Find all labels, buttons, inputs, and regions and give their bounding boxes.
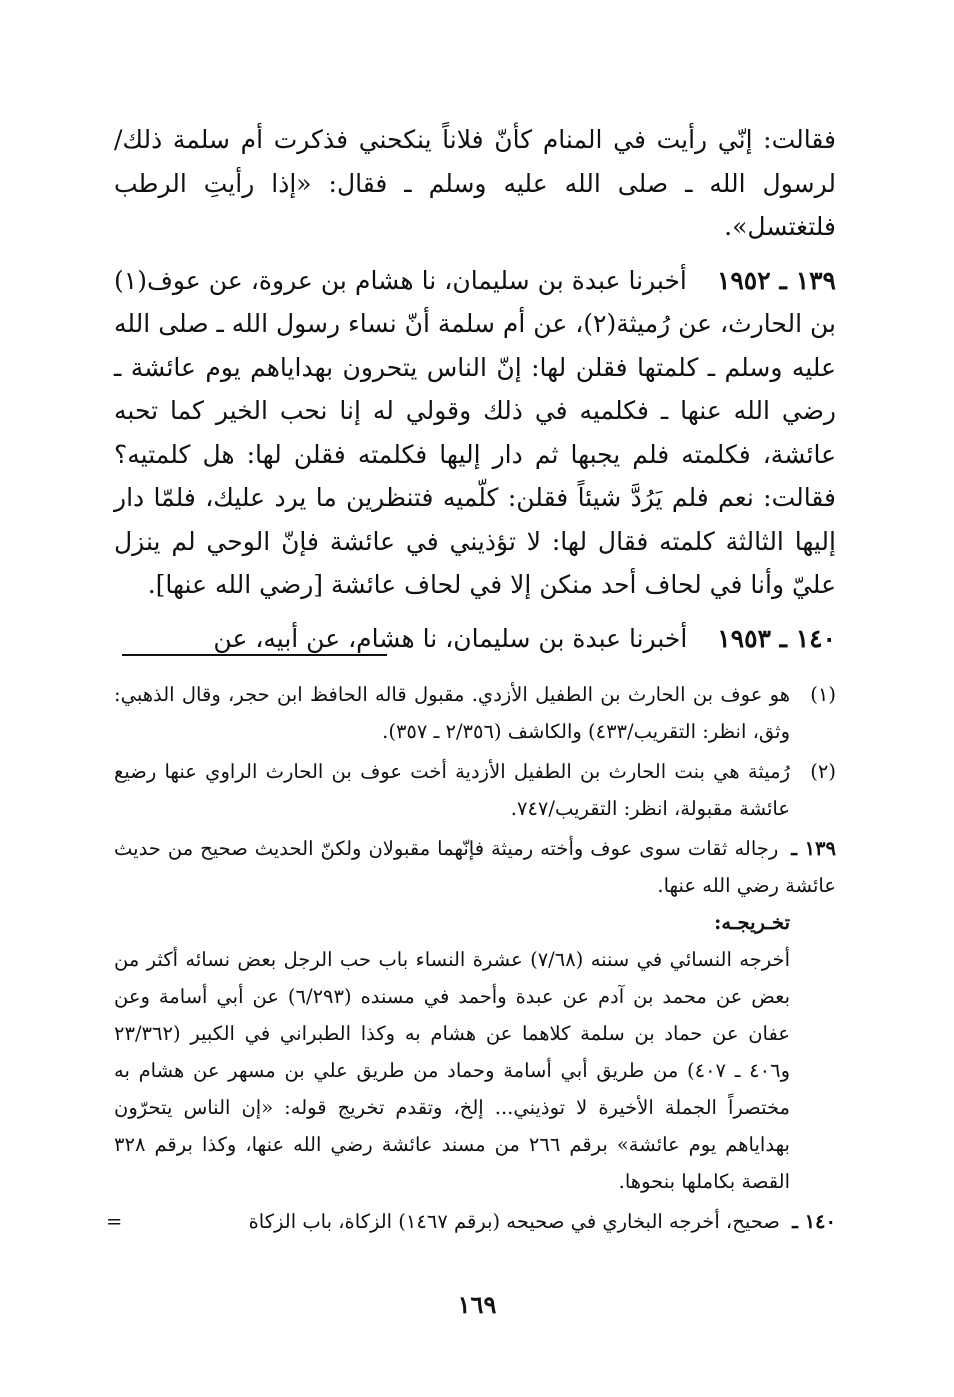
note-140 [106, 1203, 836, 1240]
note-marker: ١٤٠ ـ [792, 1210, 836, 1233]
hadith-number: ١٣٩ ـ ١٩٥٢ [716, 265, 836, 295]
hadith-text: أخبرنا عبدة بن سليمان، نا هشام، عن أبيه، عن [213, 623, 688, 653]
footnote-text: رُميثة هي بنت الحارث بن الطفيل الأزدية أخت عوف بن الحارث الراوي عنها رضيع عائشة مقبولة، انظر: التقريب/٧٤٧. [114, 760, 790, 820]
main-text [114, 118, 836, 670]
footnote-marker: (٢) [810, 760, 836, 783]
footnote-1 [114, 676, 836, 750]
hadith-number: ١٤٠ ـ ١٩٥٣ [717, 623, 836, 653]
note-text: صحيح، أخرجه البخاري في صحيحه (برقم ١٤٦٧) الزكاة، باب الزكاة [248, 1210, 780, 1233]
note-text: رجاله ثقات سوى عوف وأخته رميثة فإنّهما مقبولان ولكنّ الحديث صحيح من حديث عائشة رضي الله عنها. [114, 837, 836, 897]
continuation-paragraph: فقالت: إنّي رأيت في المنام كأنّ فلاناً ينكحني فذكرت أم سلمة ذلك/ لرسول الله ـ صلى الله عليه وسلم ـ فقال: «إذا رأيتِ الرطب فلتغتسل». [114, 125, 836, 241]
page-number: ١٦٩ [457, 1290, 497, 1319]
takhrij-text: أخرجه النسائي في سننه (٧/٦٨) عشرة النساء باب حب الرجل بعض نسائه أكثر من بعض عن محمد بن آدم عن عبدة وأحمد في مسنده (٦/٢٩٣) عن أبي أسامة وعن عفان عن حماد بن سلمة كلاهما عن هشام به وكذا الطبراني في الكبير (٢٣/٣٦٢ و٤٠٦ ـ ٤٠٧) من طريق أبي أسامة وحماد من طريق علي بن مسهر عن هشام به مختصراً الجملة الأخيرة لا توذيني... إلخ، وتقدم تخريج قوله: «إن الناس يتحرّون بهداياهم يوم عائشة» برقم ٢٦٦ من مسند عائشة رضي الله عنها، وكذا برقم ٣٢٨ القصة بكاملها بنحوها. [114, 948, 790, 1193]
note-marker: ١٣٩ ـ [791, 837, 836, 860]
footnote-text: هو عوف بن الحارث بن الطفيل الأزدي. مقبول قاله الحافظ ابن حجر، وقال الذهبي: وثق، انظر: التقريب/٤٣٣) والكاشف (٢/٣٥٦ ـ ٣٥٧). [114, 683, 790, 743]
continuation-mark: = [106, 1210, 123, 1233]
footnote-marker: (١) [810, 683, 836, 706]
hadith-text: أخبرنا عبدة بن سليمان، نا هشام بن عروة، عن عوف(١) بن الحارث، عن رُميثة(٢)، عن أم سلمة أنّ نساء رسول الله ـ صلى الله عليه وسلم ـ كلمتها فقلن لها: إنّ الناس يتحرون بهداياهم يوم عائشة ـ رضي الله عنها ـ فكلميه في ذلك وقولي له إنا نحب الخير كما تحبه عائشة، فكلمته فلم يجبها ثم دار إليها فكلمته فقلن لها: هل كلمتيه؟ فقالت: نعم فلم يَرُدَّ شيئاً فقلن: كلّميه فتنظرين ما يرد عليك، فلمّا دار إليها الثالثة كلمته فقال لها: لا تؤذيني في عائشة فإنّ الوحي لم ينزل عليّ وأنا في لحاف أحد منكن إلا في لحاف عائشة [رضي الله عنها]. [114, 265, 836, 599]
footnote-separator [122, 654, 387, 656]
footnotes [106, 676, 836, 1243]
hadith-139 [114, 259, 836, 607]
note-139 [114, 830, 836, 1200]
takhrij-heading: تخـريجـه: [714, 911, 790, 934]
footnote-2 [114, 753, 836, 827]
